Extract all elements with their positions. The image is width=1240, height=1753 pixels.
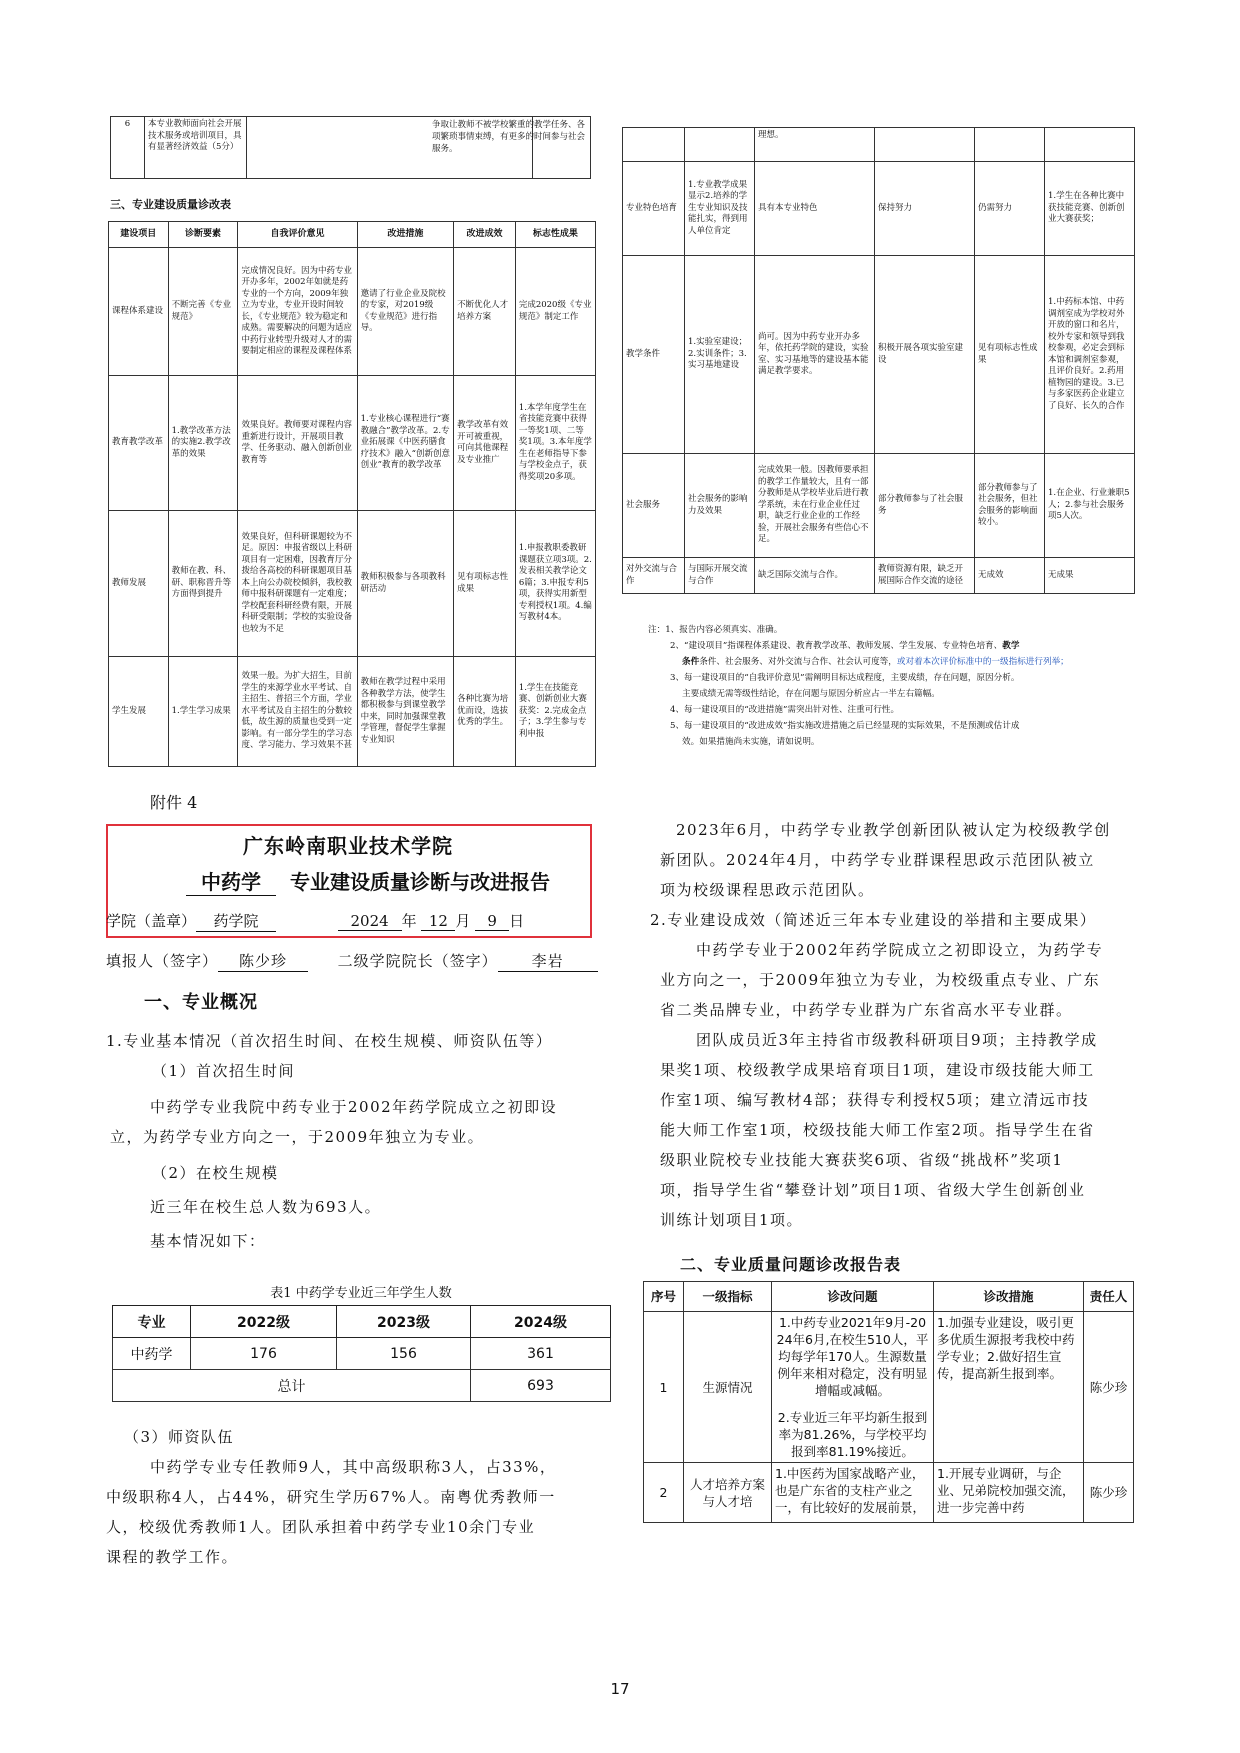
month-field: 12 <box>421 912 455 931</box>
table-row: 教师发展 教师在教、科、研、职称晋升等方面得到提升 效果良好，但科研课题较为不足。原因：申报省级以上科研项目有一定困难，因教育厅分拨给各高校的科研课题项目基本上向公办院校倾斜，我校教师中报科研课题有一定难度；学校配套科研经费有限，开展科研受限制；学校的实验设备也较为不足 教师积极参与各项教科研活动 见有项标志性成果 1.申报教职委教研课题获立项3项。2.发表相关教学论文6篇；3.申报专利5项，获得实用新型专利授权1项。4.编写教材4本。 <box>109 511 596 657</box>
table-row: 2 人才培养方案与人才培 1.中医药为国家战略产业，也是广东省的支柱产业之一，有比较好的发展前景， 1.开展专业调研，与企业、兄弟院校加强交流，进一步完善中药 陈少珍 <box>644 1463 1134 1523</box>
right-body: 2023年6月，中药学专业教学创新团队被认定为校级教学创 新团队。2024年4月，中药学专业群课程思政示范团队被立 项为校级课程思政示范团队。 2.专业建设成效（简述近三年本专业建设的举措和主要成果） 中药学专业于2002年药学院成立之初即设立，为药学专 业方向之一，于2009年独立为专业，为校级重点专业、广东 省二类品牌专业，中药学专业群为广东省高水平专业群。 团队成员近3年主持省市级教科研项目9项；主持教学成 果奖1项、校级教学成果培育项目1项，建设市级技能大师工 作室1项、编写教材4部；获得专利授权5项；建立清远市技 能大师工作室1项，校级技能大师工作室2项。指导学生在省 级职业院校专业技能大赛获奖6项、省级“挑战杯”奖项1 项，指导学生省“攀登计划”项目1项、省级大学生创新创业 训练计划项目1项。 <box>650 821 1111 1229</box>
right-diagnosis-table <box>622 127 1135 594</box>
top-left-table <box>110 116 591 179</box>
table-row: 教学条件 1.实验室建设；2.实训条件；3.实习基地建设 尚可。因为中药专业开办多年，依托药学院的建设，实验室、实习基地等的建设基本能满足教学要求。 积极开展各项实验室建设 见有项标志性成果 1.中药标本馆、中药调剂室成为学校对外开放的窗口和名片，校外专家和领导到我校参观，必定会到标本馆和调剂室参观，且评价良好。2.药用植物园的建设。3.已与多家医药企业建立了良好、长久的合作 <box>623 256 1135 454</box>
cell-criterion: 本专业教师面向社会开展技术服务或培训项目，具有显著经济效益（5分） <box>145 117 247 179</box>
table-row: 专业特色培育 1.专业教学成果显示2.培养的学生专业知识及技能扎实，得到用人单位肯定 具有本专业特色 保持努力 仍需努力 1.学生在各种比赛中获技能竞赛、创新创业大赛获奖； <box>623 162 1135 256</box>
student-count-table: 专业 2022级 2023级 2024级 中药学 176 156 361 总计 693 <box>112 1305 611 1402</box>
table-row: 对外交流与合作 与国际开展交流与合作 缺乏国际交流与合作。 教师资源有限，缺乏开展国际合作交流的途径 无成效 无成果 <box>623 558 1135 594</box>
row-number: 6 <box>111 117 145 179</box>
college-field: 药学院 <box>196 910 276 932</box>
header-cell: 改进措施 <box>357 222 454 248</box>
section-heading: 二、专业质量问题诊改报告表 <box>680 1255 902 1274</box>
header-cell: 自我评价意见 <box>238 222 357 248</box>
day-field: 9 <box>475 912 509 931</box>
year-field: 2024 <box>338 912 402 931</box>
quality-issue-table: 序号 一级指标 诊改问题 诊改措施 责任人 1 生源情况 1.中药专业2021年9月-2024年6月,在校生510人，平均每学年170人。生源数量例年来相对稳定，没有明显增幅或减幅。 2.专业近三年平均新生报到率为81.26%，与学校平均报到率81.19%接近。 1.加强专业建设，吸引更多优质生源报考我校中药学专业；2.做好招生宣传，提高新生报到率。 陈少珍 2 人才培养方案与人才培 1.中医药为国家战略产业，也是广东省的支柱产业之一，有比较好的发展前景， 1.开展专业调研，与企业、兄弟院校加强交流，进一步完善中药 陈少珍 <box>643 1281 1134 1523</box>
diagnosis-table <box>108 221 596 767</box>
header-cell: 诊断要素 <box>168 222 238 248</box>
school-name: 广东岭南职业技术学院 <box>243 834 453 858</box>
table-row: 教育教学改革 1.教学改革方法的实施2.教学改革的效果 效果良好。教师要对课程内容重新进行设计，开展项目教学、任务驱动、融入创新创业教育等 1.专业核心课程进行“赛教融合”教学改革。2.专业拓展课《中医药膳食疗技术》融入“创新创意创业”教育的教学改革 教学改革有效开可被重视，可向其他课程及专业推广 1.本学年度学生在省技能竞赛中获得一等奖1项、二等奖1项。3.本年度学生在老师指导下参与学校金点子，获得奖项20多项。 <box>109 376 596 511</box>
section-title: 三、专业建设质量诊改表 <box>110 198 231 211</box>
table-row: 1 生源情况 1.中药专业2021年9月-2024年6月,在校生510人，平均每学年170人。生源数量例年来相对稳定，没有明显增幅或减幅。 2.专业近三年平均新生报到率为81.26%，与学校平均报到率81.19%接近。 1.加强专业建设，吸引更多优质生源报考我校中药学专业；2.做好招生宣传，提高新生报到率。 陈少珍 <box>644 1312 1134 1463</box>
table-notes: 注：1、报告内容必须真实、准确。 2、“建设项目”指课程体系建设、教育教学改革、教师发展、学生发展、专业特色培育、教学 条件条件、社会服务、对外交流与合作、社会认可度等，或对着本次评价标准中的一级指标进行列举； 3、每一建设项目的“自我评价意见”需阐明目标达成程度，主要成绩，存在问题，原因分析。 主要成绩无需等级性结论，存在问题与原因分析应占一半左右篇幅。 4、每一建设项目的“改进措施”需突出针对性、注重可行性。 5、每一建设项目的“改进成效”指实施改进措施之后已经显现的实际效果，不是预测或估计成 效。如果措施尚未实施，请如说明。 <box>648 625 1069 747</box>
signature-line: 填报人（签字） 陈少珍 二级学院院长（签字） 李岩 <box>106 950 598 972</box>
college-date-line: 学院（盖章） 药学院 2024 年 12 月 9 日 <box>106 912 525 930</box>
header-cell: 改进成效 <box>454 222 516 248</box>
table-row: 总计 693 <box>113 1370 611 1402</box>
table-row: 课程体系建设 不断完善《专业规范》 完成情况良好。因为中药专业开办多年，2002年如就是药专业的一个方向，2009年独立为专业，专业开设时间较长，《专业规范》较为稳定和成熟。需要解决的问题为适应中药行业转型升级对人才的需要制定相应的课程及课程体系 邀请了行业企业及院校的专家，对2019级《专业规范》进行指导。 不断优化人才培养方案 完成2020级《专业规范》制定工作 <box>109 248 596 376</box>
table-row: 学生发展 1.学生学习成果 效果一般。为扩大招生，目前学生的来源学业水平考试、自主招生、普招三个方面，学业水平考试及自主招生的分数较低，故生源的质量也受到一定影响。有一部分学生的学习态度、学习能力、学习效果不甚 教师在教学过程中采用各种教学方法，使学生都积极参与到课堂教学中来，同时加强课堂教学管理，督促学生掌握专业知识 各种比赛为培优而设，选拔优秀的学生。 1.学生在技能竞赛、创新创业大赛获奖：2.完成金点子；3.学生参与专利申报 <box>109 657 596 767</box>
report-title: 中药学 专业建设质量诊断与改进报告 <box>186 866 550 896</box>
header-cell: 标志性成果 <box>515 222 595 248</box>
filler-field: 陈少珍 <box>218 950 308 972</box>
page-number: 17 <box>610 1680 630 1698</box>
attachment-label: 附件 4 <box>150 793 198 812</box>
faculty-section: （3）师资队伍 中药学专业专任教师9人，其中高级职称3人，占33%， 中级职称4人，占44%，研究生学历67%人。南粤优秀教师一 人，校级优秀教师1人。团队承担着中药学专业10余门专业 课程的教学工作。 <box>106 1428 557 1566</box>
cell-issue: 争取让教师不被学校繁重的教学任务、各项繁琐事情束缚，有更多的时间参与社会服务。 <box>432 120 586 154</box>
left-body: 1.专业基本情况（首次招生时间、在校生规模、师资队伍等） （1）首次招生时间 中药学专业我院中药专业于2002年药学院成立之初即设 立，为药学专业方向之一，于2009年独立为专业。 （2）在校生规模 近三年在校生总人数为693人。 基本情况如下： <box>106 1032 558 1250</box>
table-row: 理想。 <box>623 128 1135 162</box>
table1-caption: 表1 中药学专业近三年学生人数 <box>270 1286 452 1301</box>
header-cell: 建设项目 <box>109 222 169 248</box>
dean-field: 李岩 <box>498 950 598 972</box>
table-row: 中药学 176 156 361 <box>113 1338 611 1370</box>
section-heading: 一、专业概况 <box>144 992 258 1013</box>
table-row: 社会服务 社会服务的影响力及效果 完成效果一般。因教师要承担的教学工作量较大，且有一部分教师是从学校毕业后进行教学系统，未在行业企业任过职，缺乏行业企业的工作经验，开展社会服务有些信心不足。 部分教师参与了社会服务 部分教师参与了社会服务，但社会服务的影响面较小。 1.在企业、行业兼职5人；2.参与社会服务项5人次。 <box>623 454 1135 558</box>
major-name: 中药学 <box>186 866 276 896</box>
